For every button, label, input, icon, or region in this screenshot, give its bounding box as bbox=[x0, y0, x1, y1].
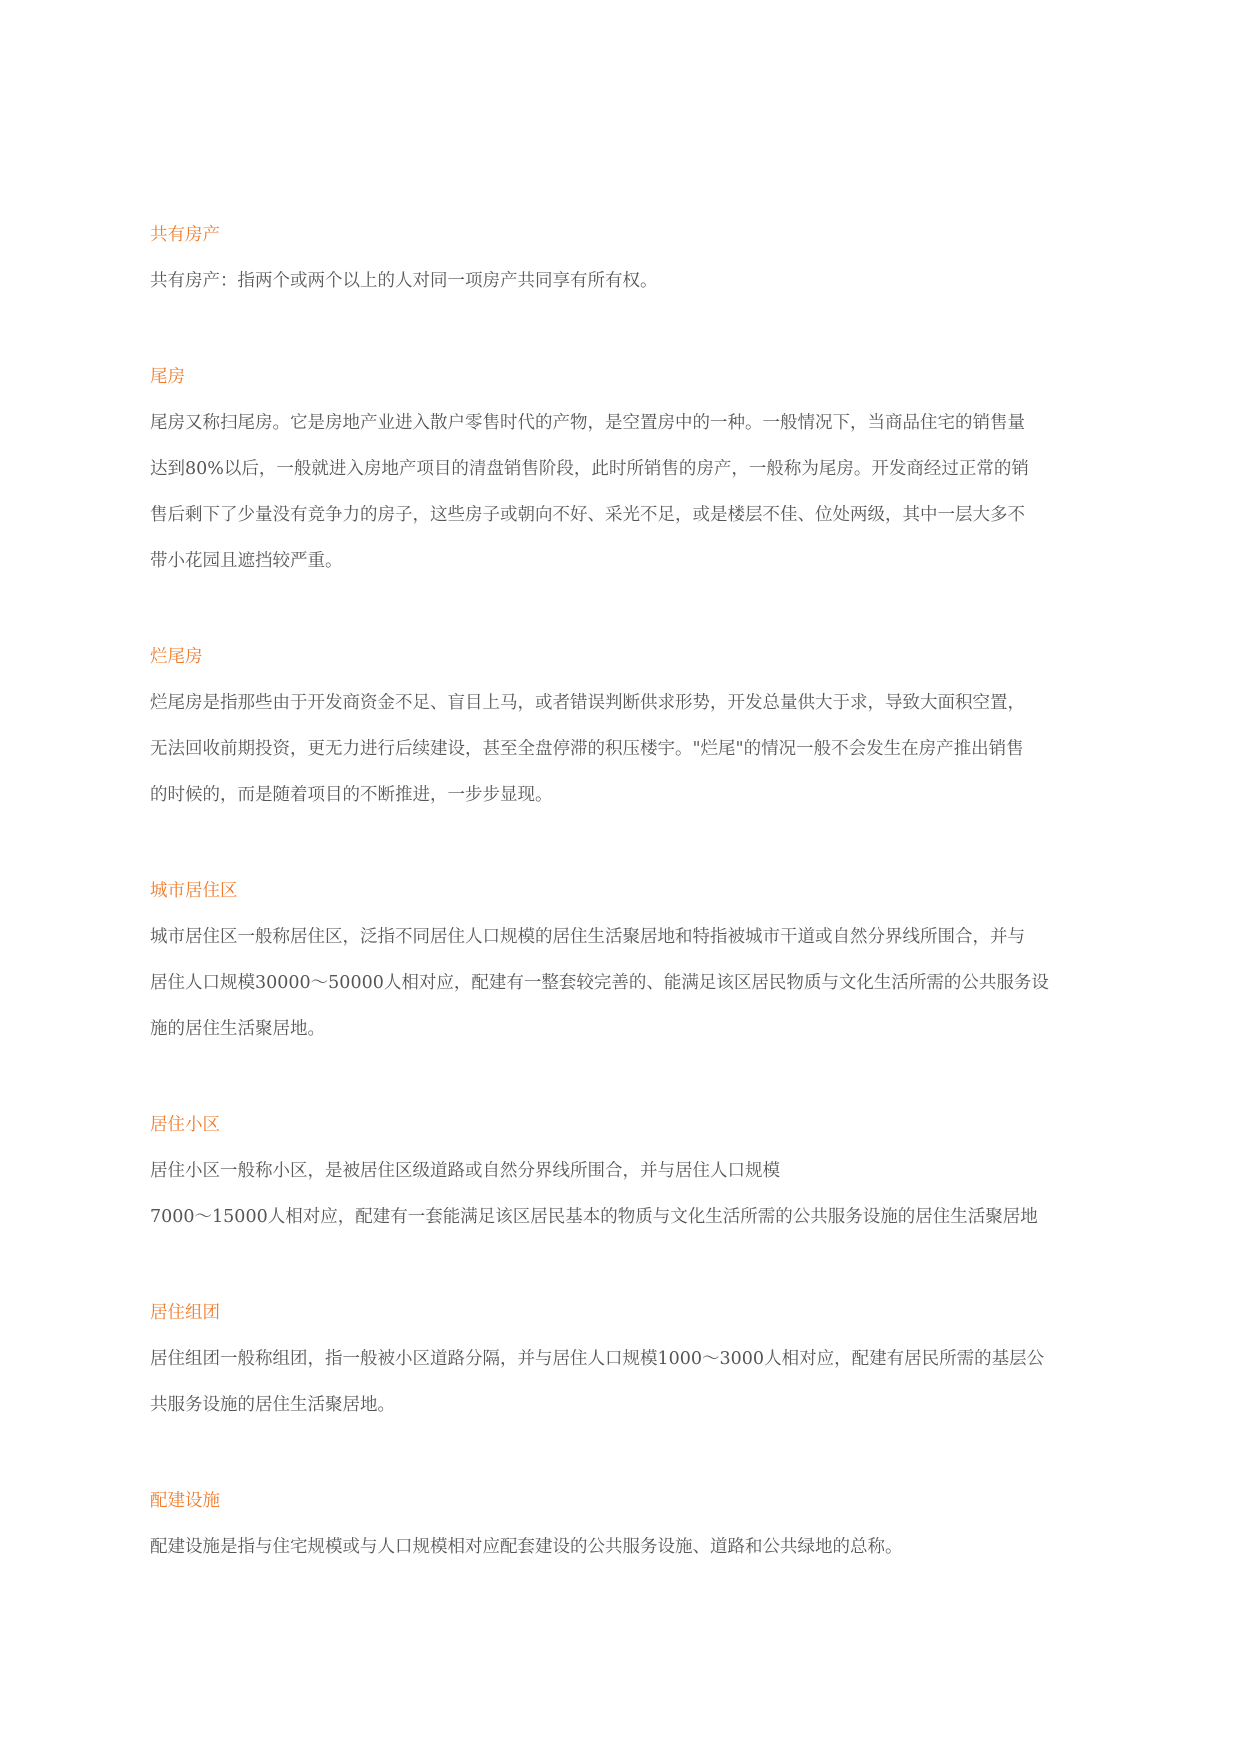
term-definition bbox=[150, 680, 1090, 818]
definition-line: 烂尾房是指那些由于开发商资金不足、盲目上马，或者错误判断供求形势，开发总量供大于求，导致大面积空置， bbox=[150, 693, 1025, 713]
term-heading: 居住组团 bbox=[150, 1303, 220, 1323]
term-heading: 居住小区 bbox=[150, 1115, 220, 1135]
entry-juzhu-xiaoqu bbox=[150, 1102, 1090, 1240]
definition-line: 售后剩下了少量没有竞争力的房子，这些房子或朝向不好、采光不足，或是楼层不佳、位处两级，其中一层大多不 bbox=[150, 505, 1025, 525]
definition-line: 达到80%以后，一般就进入房地产项目的清盘销售阶段，此时所销售的房产，一般称为尾房。开发商经过正常的销 bbox=[150, 459, 1029, 479]
term-definition bbox=[150, 258, 1090, 304]
term-definition bbox=[150, 914, 1090, 1052]
definition-line: 城市居住区一般称居住区，泛指不同居住人口规模的居住生活聚居地和特指被城市干道或自然分界线所围合，并与 bbox=[150, 927, 1025, 947]
definition-line: 的时候的，而是随着项目的不断推进，一步步显现。 bbox=[150, 785, 553, 805]
definition-line: 尾房又称扫尾房。它是房地产业进入散户零售时代的产物，是空置房中的一种。一般情况下，当商品住宅的销售量 bbox=[150, 413, 1025, 433]
term-definition bbox=[150, 1336, 1090, 1428]
entry-peijian-sheshi bbox=[150, 1478, 1090, 1570]
spacer bbox=[150, 818, 1090, 868]
spacer bbox=[150, 1428, 1090, 1478]
spacer bbox=[150, 1052, 1090, 1102]
entry-juzhu-zutuan bbox=[150, 1290, 1090, 1428]
term-heading: 配建设施 bbox=[150, 1491, 220, 1511]
definition-line: 共服务设施的居住生活聚居地。 bbox=[150, 1395, 395, 1415]
document-page bbox=[150, 212, 1090, 1570]
entry-chengshi-juzhuqu bbox=[150, 868, 1090, 1052]
definition-line: 居住小区一般称小区，是被居住区级道路或自然分界线所围合，并与居住人口规模 bbox=[150, 1161, 780, 1181]
definition-line: 居住组团一般称组团，指一般被小区道路分隔，并与居住人口规模1000～3000人相对应，配建有居民所需的基层公 bbox=[150, 1349, 1045, 1369]
spacer bbox=[150, 304, 1090, 354]
term-heading: 烂尾房 bbox=[150, 647, 203, 667]
definition-line: 居住人口规模30000～50000人相对应，配建有一整套较完善的、能满足该区居民物质与文化生活所需的公共服务设 bbox=[150, 973, 1049, 993]
entry-weifang bbox=[150, 354, 1090, 584]
term-heading: 尾房 bbox=[150, 367, 185, 387]
term-definition bbox=[150, 1524, 1090, 1570]
entry-lanweifang bbox=[150, 634, 1090, 818]
definition-line: 施的居住生活聚居地。 bbox=[150, 1019, 325, 1039]
spacer bbox=[150, 584, 1090, 634]
term-heading: 共有房产 bbox=[150, 225, 220, 245]
definition-line: 带小花园且遮挡较严重。 bbox=[150, 551, 343, 571]
term-definition bbox=[150, 400, 1090, 584]
spacer bbox=[150, 1240, 1090, 1290]
definition-line: 配建设施是指与住宅规模或与人口规模相对应配套建设的公共服务设施、道路和公共绿地的总称。 bbox=[150, 1537, 903, 1557]
entry-gongyou-fangchan bbox=[150, 212, 1090, 304]
definition-line: 7000～15000人相对应，配建有一套能满足该区居民基本的物质与文化生活所需的公共服务设施的居住生活聚居地 bbox=[150, 1207, 1038, 1227]
term-heading: 城市居住区 bbox=[150, 881, 238, 901]
definition-line: 共有房产：指两个或两个以上的人对同一项房产共同享有所有权。 bbox=[150, 271, 658, 291]
definition-line: 无法回收前期投资，更无力进行后续建设，甚至全盘停滞的积压楼宇。"烂尾"的情况一般不会发生在房产推出销售 bbox=[150, 739, 1024, 759]
term-definition bbox=[150, 1148, 1090, 1240]
